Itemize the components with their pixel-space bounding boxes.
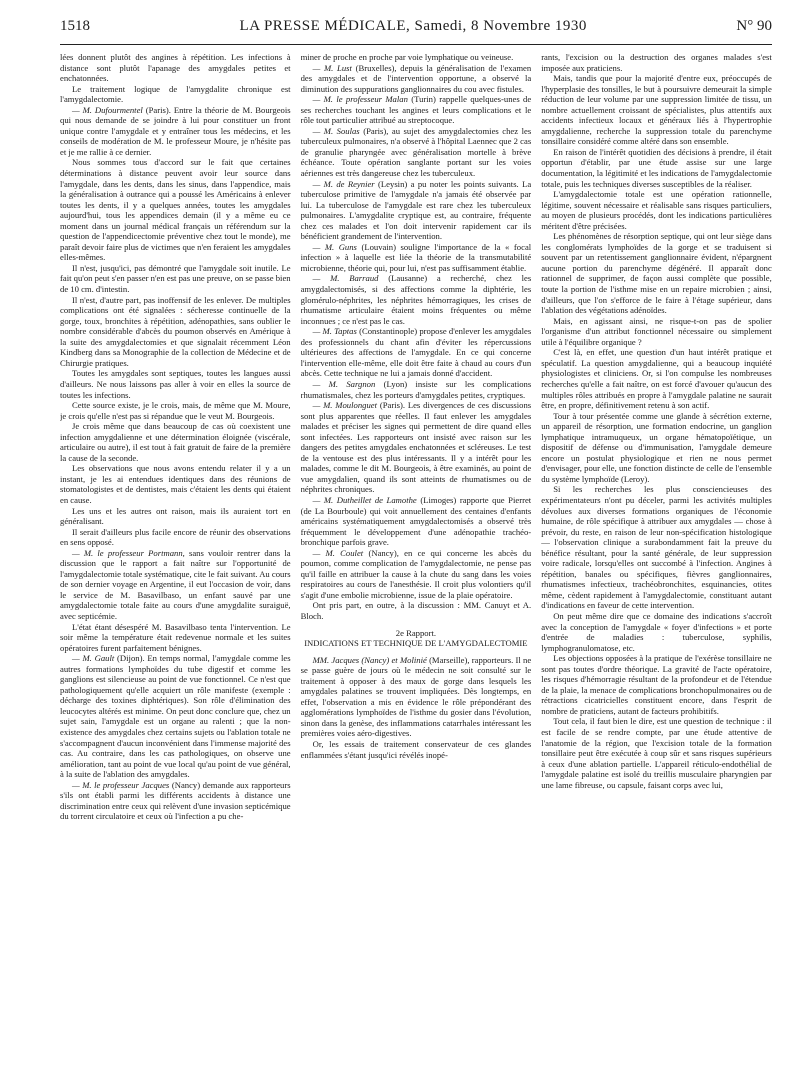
paragraph-text: Il n'est, d'autre part, pas inoffensif de les enlever. De multiples complications ont été signalées : sécheresse continuelle de la gorge, toux, bronchites à répétition, adénopathies, sans oublier le nombre considérable d'abcès du poumon observés en Amérique à la suite des amygdalectomies et que signalait récemment Léon Kindberg dans sa Monographie de la collection de Médecine et de Chirurgie pratiques. <box>60 294 291 368</box>
paragraph-text: (Lausanne) a recherché, chez les amygdalectomisés, si des affections comme la diphtérie, les glomérulo-néphrites, les néphrites hémorragiques, les crises de rhumatisme articulaire étaient moins fréquentes ou même inconnues ; ce n'est pas le cas. <box>300 273 532 326</box>
paragraph <box>60 622 291 654</box>
section-title: INDICATIONS ET TECHNIQUE DE L'AMYGDALECTOMIE <box>304 638 528 649</box>
speaker-name: — M. le professeur Malan <box>312 94 408 105</box>
paragraph <box>301 63 532 95</box>
speaker-name: — M. Moulonguet <box>312 400 377 411</box>
paragraph-text: (Turin) rappelle quelques-unes de ses recherches touchant les angines et leurs complications et le rôle tout particulier attribué au streptocoque. <box>300 94 532 126</box>
paragraph-text: lées donnent plutôt des angines à répétition. Les infections à distance sont plutôt l'apanage des amygdales petites et enchatonnées. <box>60 52 291 84</box>
paragraph <box>541 716 772 790</box>
paragraph <box>60 506 291 527</box>
paragraph-text: On peut même dire que ce domaine des indications s'accroît avec la conception de l'amygdale « foyer d'infections » et porte d'entrée de maladies : tuberculose, syphilis, lymphogranulomatose, etc. <box>541 610 772 653</box>
paragraph <box>541 653 772 716</box>
speaker-name: — M. le professeur Portmann <box>72 547 183 558</box>
paragraph-text: miner de proche en proche par voie lymphatique ou veineuse. <box>300 52 514 62</box>
paragraph-text: (Paris). Entre la théorie de M. Bourgeois qui nous demande de se joindre à lui pour constituer un front unique contre l'amygdale et y entraîner tous les médecins, et les conseils de modération de M. le professeur Moure, je n'hésite pas et je me rallie à ce dernier. <box>60 104 291 157</box>
paragraph <box>60 400 291 421</box>
paragraph <box>60 548 291 622</box>
paragraph <box>60 105 291 158</box>
paragraph-text: , sans vouloir rentrer dans la discussion que le rapport a fait naître sur l'opportunité de l'amygdalectomie totale systématique, cite le fait suivant. Au cours de son dernier voyage en Argentine, il eut l'occasion de voir, dans le service de M. Basavilbaso, un enfant sauvé par une amygdalectomie totale faite au cours d'une amygdalite suraiguë, avec septicémie. <box>60 547 291 621</box>
paragraph <box>541 52 772 73</box>
paragraph-text: (Leysin) a pu noter les points suivants. La tuberculose primitive de l'amygdale n'a jamais été observée par lui. La tuberculose de l'amygdale est rare chez les tuberculeux pulmonaires. L'amygdalite cryptique est, au contraire, fréquente chez ces malades et l'on doit intervenir rapidement car ils bénéficient grandement de l'intervention. <box>300 178 532 242</box>
paragraph <box>60 421 291 463</box>
paragraph <box>60 263 291 295</box>
paragraph-text: Tout cela, il faut bien le dire, est une question de technique : il est facile de se rendre compte, par une étude attentive de l'anatomie de la région, que l'excision totale de la formation tonsillaire peut être exécutée à coup sûr et sans risques supérieurs à ceux d'une ablation partielle. L'appareil réticulo-endothélial de l'amygdale palatine est isolé du treillis musculaire pharyngien par une lame fibreuse, ou capsule, faisant corps avec lui, <box>541 716 772 790</box>
paragraph <box>301 126 532 179</box>
speaker-name: MM. Jacques (Nancy) et Molinié <box>312 654 427 665</box>
speaker-name: — M. Dutheillet de Lamothe <box>312 494 417 505</box>
paragraph-text: Cette source existe, je le crois, mais, de même que M. Moure, je crois qu'elle n'est pas si répandue que le veut M. Bourgeois. <box>60 400 291 421</box>
paragraph <box>301 326 532 379</box>
paragraph <box>60 527 291 548</box>
paragraph <box>541 411 772 485</box>
paragraph <box>60 368 291 400</box>
paragraph-text: Il n'est, jusqu'ici, pas démontré que l'amygdale soit inutile. Le fait qu'on peut s'en passer n'en est pas une preuve, on se passe bien de 10 cm. d'intestin. <box>60 262 291 295</box>
paragraph-text: Les objections opposées à la pratique de l'exérèse tonsillaire ne sont pas toutes d'ordre théorique. La gravité de l'acte opératoire, les risques d'hémorragie résultant de la profondeur et de l'étendue de la plaie, la menace de complications bronchopulmonaires ou de rétractions cicatricielles constituent encore, dans l'esprit de nombre de praticiens, autant de facteurs prohibitifs. <box>541 653 772 716</box>
paragraph <box>60 157 291 262</box>
paragraph-text: Toutes les amygdales sont septiques, toutes les langues aussi d'ailleurs. Ne nous laissons pas aller à voir en elles la source de toutes les infections. <box>60 368 291 400</box>
speaker-name: — M. Guns <box>312 241 357 252</box>
paragraph <box>541 484 772 611</box>
paragraph <box>541 316 772 348</box>
paragraph-text: En raison de l'intérêt quotidien des décisions à prendre, il était opportun d'établir, par une étude assise sur une large documentation, la légitimité et les indications de l'amygdalectomie totale, puis les techniques diverses susceptibles de la réaliser. <box>541 146 772 189</box>
paragraph-text: Or, les essais de traitement conservateur de ces glandes enflammées s'étant jusqu'ici révélés inopé- <box>300 739 532 760</box>
speaker-name: — M. Dufourmentel <box>72 104 143 115</box>
speaker-name: — M. de Reynier <box>312 178 375 189</box>
page-header <box>60 18 772 40</box>
speaker-name: — M. Gault <box>72 653 115 664</box>
paragraph-text: Je crois même que dans beaucoup de cas où coexistent une infection amygdalienne et une détermination éloignée (viscérale, articulaire ou autre), il est tout à fait gratuit de faire de la première la cause de la seconde. <box>60 421 291 463</box>
issue-number: N° 90 <box>736 18 772 34</box>
paragraph-text: (Lyon) insiste sur les complications rhumatismales, chez les porteurs d'amygdales petites, cryptiques. <box>300 378 532 400</box>
paragraph-text: Le traitement logique de l'amygdalite chronique est l'amygdalectomie. <box>60 83 291 105</box>
paragraph-text: L'amygdalectomie totale est une opération rationnelle, légitime, souvent nécessaire et réalisable sans risques particuliers, au moyen de plusieurs procédés, dont les indications particulières méritent d'être précisées. <box>541 189 772 231</box>
paragraph-text: Les observations que nous avons entendu relater il y a un instant, je les ai entendues identiques dans des réunions de stomatologistes et de dentistes, mais c'étaient les dents qui étaient en cause. <box>60 463 291 505</box>
paragraph <box>301 242 532 274</box>
report-label: 2e Rapport. <box>395 627 437 638</box>
speaker-name: — M. le professeur Jacques <box>72 779 170 790</box>
paragraph-text: L'état étant désespéré M. Basavilbaso tenta l'intervention. Le soir même la température était redevenue normale et les suites opératoires furent parfaitement bénignes. <box>60 621 291 653</box>
speaker-name: — M. Taptas <box>312 326 357 337</box>
paragraph-text: Ont pris part, en outre, à la discussion : MM. Canuyt et A. Bloch. <box>300 600 532 621</box>
paragraph-text: (Paris), au sujet des amygdalectomies chez les tuberculeux pulmonaires, n'a observé à l'hôpital Laennec que 2 cas de granulie pharyngée avec généralisation mortelle à brève échéance. Toute opération sanglante portant sur les voies aériennes est très dangereuse chez les tuberculeux. <box>300 125 532 179</box>
paragraph <box>541 231 772 315</box>
paragraph <box>301 179 532 242</box>
paragraph-text: (Paris). Les divergences de ces discussions sont plus apparentes que réelles. Il faut enlever les amygdales malades et préciser les signes qui permettent de dire quand elles sont infectées. Les rapporteurs ont insisté avec raison sur les dangers des petites amygdales enchatonnées et scléreuses. Le test de la ventouse est des plus intéressants. Il y a intérêt pour les malades, comme le dit M. Bourgeois, à être examinés, au point de vue amygdalien, quand ils sont atteints de rhumatismes ou de néphrites chroniques. <box>300 400 532 495</box>
paragraph-text: Nous sommes tous d'accord sur le fait que certaines déterminations à distance peuvent avoir leur source dans l'amygdale, dans les dents, dans les sinus, dans l'appendice, mais la généralisation à outrance qui a poussé les Américains à enlever toutes les dents, il y a quelques années, toutes les amygdales aujourd'hui, tous les appendices demain (il y a même eu ce moment dans un journal médical français un référendum sur la question de l'appendicectomie préventive chez tout le monde), me paraît devoir faire plus de victimes que n'en feraient les amygdales elles-mêmes. <box>60 157 291 263</box>
paragraph-text: Mais, en agissant ainsi, ne risque-t-on pas de spolier l'organisme d'un attribut fonctionnel nécessaire ou simplement utile à l'équilibre organique ? <box>541 315 772 347</box>
paragraph <box>301 94 532 126</box>
paragraph-text: C'est là, en effet, une question d'un haut intérêt pratique et spéculatif. La question amygdalienne, qui a beaucoup inquiété physiologistes et cliniciens. Or, si l'on compulse les nombreuses recherches qu'elle a fait naître, on est forcé d'avouer qu'aucun des multiples rôles attribués en propre à l'amygdale palatine ne saurait être, en propre, définitivement retenu à son actif. <box>541 347 772 411</box>
paragraph-text: rants, l'excision ou la destruction des organes malades s'est imposée aux praticiens. <box>541 52 772 73</box>
paragraph <box>541 611 772 653</box>
paragraph-text: (Limoges) rapporte que Pierret (de La Bourboule) qui voit annuellement des centaines d'enfants américains systématiquement amygdalectomisés a observé très fréquemment le développement d'une adénopathie trachéo-bronchique parfois grave. <box>300 494 532 548</box>
paragraph-text: (Louvain) souligne l'importance de la « focal infection » à laquelle est liée la théorie de la transmutabilité microbienne, théorie qui, pour lui, n'est pas suffisamment établie. <box>300 241 532 273</box>
paragraph <box>301 739 532 760</box>
header-rule <box>60 44 772 45</box>
paragraph-text: Les uns et les autres ont raison, mais ils auraient tort en généralisant. <box>60 505 291 527</box>
paragraph-text: (Nancy) demande aux rapporteurs s'ils ont établi parmi les différents accidents à distance une discrimination entre ceux qui relèvent d'une invasion septicémique du torrent circulatoire et ceux où l'infection a pu che- <box>60 779 291 822</box>
paragraph-text: Il serait d'ailleurs plus facile encore de réunir des observations en sens opposé. <box>60 526 291 548</box>
paragraph <box>60 52 291 84</box>
speaker-name: — M. Lust <box>312 62 352 73</box>
paragraph <box>60 295 291 369</box>
paragraph <box>301 600 532 621</box>
paragraph <box>301 400 532 495</box>
paragraph-text: (Constantinople) propose d'enlever les amygdales des professionnels du chant afin d'éviter les répercussions ultérieures des affections de l'amygdale. En ce qui concerne l'intervention elle-même, elle doit être faite à chaud au cours d'un abcès. Cette technique ne lui a jamais donné d'accident. <box>300 326 532 379</box>
page-number: 1518 <box>60 18 90 34</box>
speaker-name: — M. Coulet <box>312 547 364 558</box>
paragraph <box>60 653 291 780</box>
paragraph <box>301 655 532 739</box>
paragraph <box>541 73 772 147</box>
paragraph <box>301 379 532 400</box>
journal-title: LA PRESSE MÉDICALE, Samedi, 8 Novembre 1930 <box>239 18 587 34</box>
paragraph <box>541 147 772 189</box>
paragraph-text: Les phénomènes de résorption septique, qui ont leur siège dans les conglomérats lymphoïdes de la gorge et se traduisent si souvent par un retentissement ganglionnaire évident, n'épargnent aucune portion du parenchyme dégénéré. Il apparaît donc rationnel de supprimer, de façon aussi complète que possible, toute la portion de l'isthme mise en un repaire microbien ; ainsi, d'ailleurs, que l'on s'efforce de le faire à l'étage supérieur, dans l'ablation des végétations adénoïdes. <box>541 231 772 316</box>
text-column-2 <box>301 52 532 1064</box>
text-column-3 <box>541 52 772 1064</box>
paragraph-text: (Bruxelles), depuis la généralisation de l'examen des amygdales et de l'intervention opportune, a observé la diminution des suppurations ganglionnaires du cou avec fistules. <box>300 62 532 94</box>
article-body <box>60 52 772 1064</box>
paragraph-text: Si les recherches les plus consciencieuses des expérimentateurs n'ont pu déceler, parmi les activités multiples dévolues aux diverses formations organiques de l'économie humaine, de rôle spécifique à attribuer aux amygdales — chose à prévoir, du reste, en raison de leur non-spécification histologique — l'observation clinique a surabondamment fait la preuve du bénéfice résultant, pour la santé générale, de leur suppression voire radicale, lorsqu'elles ont succombé à l'infection. Angines à répétition, banales ou spécifiques, fièvres ganglionnaires, rhumatismes infectieux, trachéobronchites, esquinancies, otites même, cèdent rapidement à l'amygdalectomie, constituant autant d'indications en faveur de cette intervention. <box>541 484 772 611</box>
paragraph <box>541 189 772 231</box>
paragraph-text: (Dijon). En temps normal, l'amygdale comme les autres formations lymphoïdes du tube digestif et comme les ganglions est silencieuse au point de vue fonctionnel. Ce n'est que pathologiquement qu'elle acquiert un rôle manifeste (exemple : décharge des toxines diphtériques). Son rôle d'élimination des leucocytes altérés est minime. On peut donc conclure que, chez un sujet sain, l'amygdale est un organe au ralenti ; que la non-existence des amygdales chez certains sujets ou l'ablation totale ne s'accompagnent d'aucun inconvénient dans l'immense majorité des cas. Au contraire, dans les cas pathologiques, on observe une amélioration, tant au point de vue local qu'au point de vue général, à la suite de l'ablation des amygdales. <box>60 653 291 780</box>
paragraph <box>301 548 532 601</box>
text-column-1 <box>60 52 291 1064</box>
paragraph <box>301 273 532 326</box>
paragraph <box>301 52 532 63</box>
paragraph-text: Mais, tandis que pour la majorité d'entre eux, préoccupés de l'hyperplasie des tonsilles, le but à poursuivre demeurait la simple réduction de leur volume par une suppression limitée de tissu, un nombre actuellement croissant de spécialistes, plus attentifs aux accidents infectieux locaux et généraux liés à l'hypertrophie amygdalienne, recherche la suppression totale du parenchyme tonsillaire considéré comme altéré dans son ensemble. <box>541 73 772 147</box>
paragraph-text: Tour à tour présentée comme une glande à sécrétion externe, un appareil de résorption, une formation endocrine, un ganglion lymphatique intramuqueux, un organe hématopoïétique, un dispositif de défense ou d'immunisation, l'amygdale demeure encore un postulat physiologique et rien ne nous permet d'envisager, pour elle, une fonction distincte de celle de l'ensemble du système lymphoïde (Leroy). <box>541 410 772 484</box>
paragraph <box>301 495 532 548</box>
speaker-name: — M. Sargnon <box>312 378 376 389</box>
paragraph <box>60 463 291 505</box>
paragraph-text: (Marseille), rapporteurs. Il ne se passe guère de jours où le médecin ne soit consulté sur le traitement à opposer à des maux de gorge dans lesquels les amygdales palatines se trouvent impliquées. Dès longtemps, en effet, l'observation a mis en évidence le rôle prépondérant des agglomérations lymphoïdes de l'isthme du gosier dans l'évolution, sinon dans la genèse, des inflammations catarrhales intéressant les premières voies aéro-digestives. <box>300 654 532 739</box>
paragraph <box>60 84 291 105</box>
paragraph <box>60 780 291 822</box>
paragraph <box>541 347 772 410</box>
speaker-name: — M. Soulas <box>312 125 360 136</box>
paragraph-text: (Nancy), en ce qui concerne les abcès du poumon, comme complication de l'amygdalectomie, ne pense pas qu'il faille en attribuer la cause à la chute du sang dans les voies respiratoires au cours de l'anesthésie. Il croit plus volontiers qu'il s'agit d'une embolie microbienne, issue de la plaie opératoire. <box>300 547 532 600</box>
speaker-name: — M. Barraud <box>312 273 379 284</box>
